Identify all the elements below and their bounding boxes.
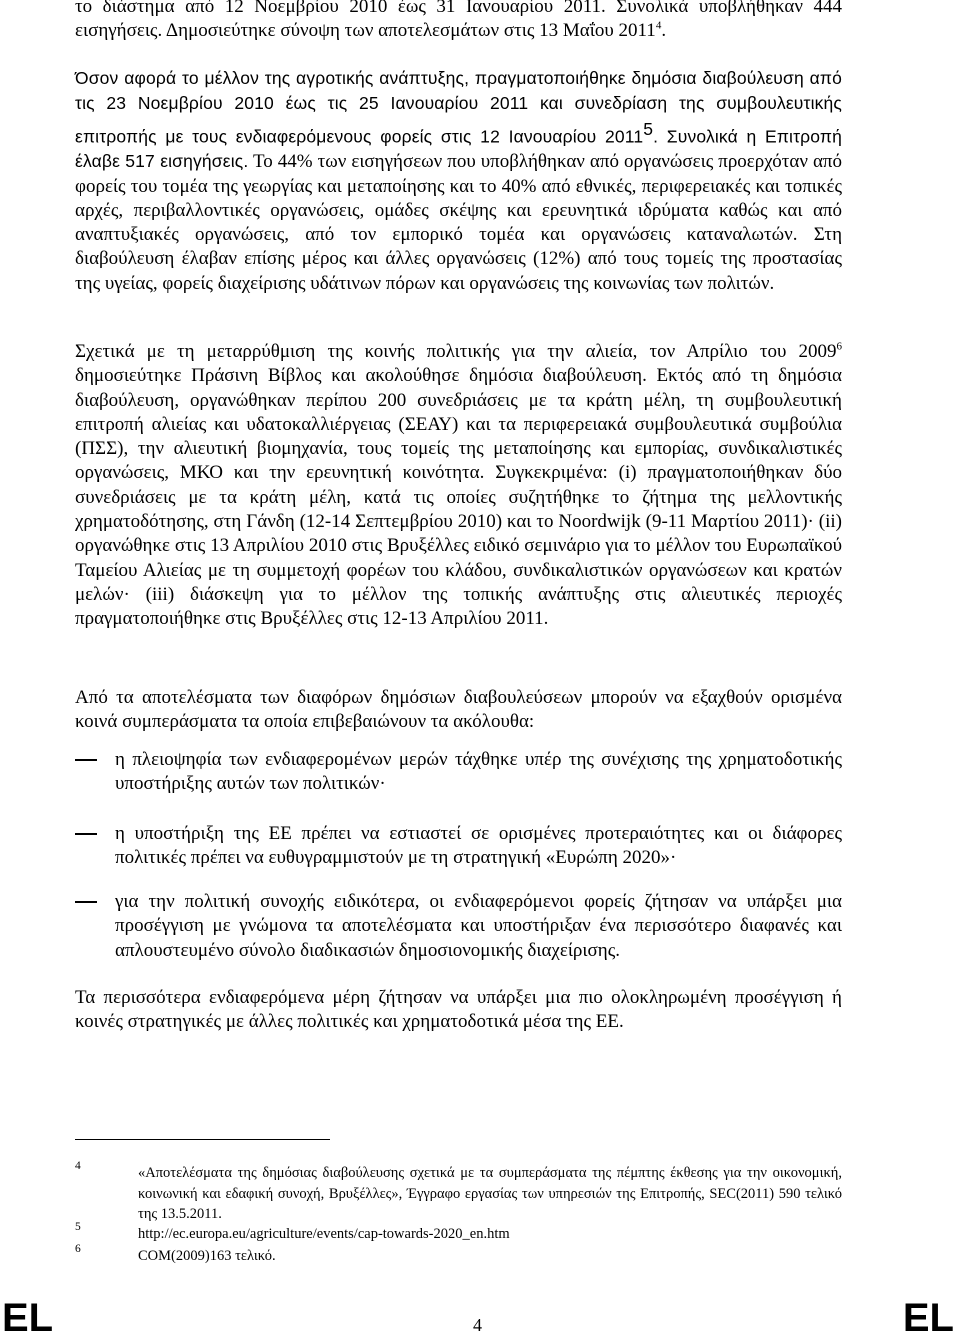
paragraph-consultation-cohesion: [75, 0, 842, 44]
footnote-separator: [75, 1139, 330, 1140]
footnote-number: 6: [75, 1243, 81, 1255]
bullet-text: η πλειοψηφία των ενδιαφερομένων μερών τάχθηκε υπέρ της συνέχισης της χρηματοδοτικής υποστήριξης αυτών των πολιτικών·: [115, 749, 842, 795]
footnote-number: 5: [75, 1221, 81, 1233]
dash-bullet-icon: [75, 759, 97, 761]
footnote-ref-4[interactable]: 4: [655, 19, 662, 32]
paragraph-rural-development: [75, 66, 842, 296]
paragraph-integrated-approach: Τα περισσότερα ενδιαφερόμενα μέρη ζήτησαν να υπάρξει μια πιο ολοκληρωμένη προσέγγιση ή κοινές στρατηγικές με άλλες πολιτικές και χρηματοδοτικά μέσα της ΕΕ.: [75, 987, 842, 1033]
footnote-ref-5[interactable]: 5: [643, 118, 654, 139]
language-code-left: EL: [2, 1296, 54, 1340]
paragraph-text-2: δημοσιεύτηκε Πράσινη Βίβλος και ακολούθησε δημόσια διαβούλευση. Εκτός από τη δημόσια διαβούλευση, οργανώθηκαν περίπου 200 συνεδριάσεις με τα κράτη μέλη, τη συμβουλευτική επιτροπή αλιείας και υδατοκαλλιέργειας (ΣΕΑΥ) και τα περιφερειακά συμβουλευτικά συμβούλια (ΠΣΣ), την αλιευτική βιομηχανία, τους τομείς της μεταποίησης και εμπορίας, συνδικαλιστικές οργανώσεις, ΜΚΟ και την ερευνητική κοινότητα. Συγκεκριμένα: (i) πραγματοποιήθηκαν δύο συνεδριάσεις με τα κράτη μέλη, κατά τις οποίες συζητήθηκε το ζήτημα της μελλοντικής χρηματοδότησης, στη Γάνδη (12-14 Σεπτεμβρίου 2010) και το Noordwijk (9-11 Μαρτίου 2011)· (ii) οργανώθηκε στις 13 Απριλίου 2010 στις Βρυξέλλες ειδικό σεμινάριο για το μέλλον του Ευρωπαϊκού Ταμείου Αλιείας με τη συμμετοχή φορέων του κλάδου, συνδικαλιστικών οργανώσεων και κρατών μελών· (iii) διάσκεψη για το μέλλον της τοπικής ανάπτυξης στις αλιευτικές περιοχές πραγματοποιήθηκε στις Βρυξέλλες στις 12-13 Απριλίου 2011.: [75, 365, 842, 630]
language-code-right: EL: [902, 1296, 954, 1340]
paragraph-text-sans: Όσον αφορά το μέλλον της αγροτικής ανάπτυξης, πραγματοποιήθηκε δημόσια διαβούλευση από τις 23 Νοεμβρίου 2010 έως τις 25 Ιανουαρίου 2011 και συνεδρίαση της συμβουλευτικής επιτροπής με τους ενδιαφερόμενους φορείς στις 12 Ιανουαρίου 2011: [75, 68, 842, 146]
paragraph-tail: .: [661, 20, 667, 42]
footnote-number: 4: [75, 1160, 81, 1172]
paragraph-text-sans-2: . Συνολικά η Επιτροπή έλαβε 517 εισηγήσεις.: [75, 125, 842, 172]
dash-bullet-icon: [75, 833, 97, 835]
bullet-text: η υποστήριξη της ΕΕ πρέπει να εστιαστεί σε ορισμένες προτεραιότητες και οι διάφορες πολιτικές πρέπει να ευθυγραμμιστούν με τη στρατηγική «Ευρώπη 2020»·: [115, 823, 842, 869]
paragraph-text-serif: Το 44% των εισηγήσεων που υποβλήθηκαν από οργανώσεις προερχόταν από φορείς του τομέα της γεωργίας και μεταποίησης και το 40% από εθνικές, περιφερειακές και τοπικές αρχές, περιβαλλοντικές οργανώσεις, ομάδες σκέψης και ερευνητικά ιδρύματα καθώς και από αναπτυξιακές οργανώσεις, από τον εμπορικό τομέα και οργανώσεις καταναλωτών. Στη διαβούλευση έλαβαν επίσης μέρος και άλλες οργανώσεις (12%) από τους τομείς της προστασίας της υγείας, φορείς διαχείρισης υδάτινων πόρων και οργανώσεις της κοινωνίας των πολιτών.: [75, 151, 842, 294]
paragraph-fisheries-reform: [75, 340, 842, 632]
paragraph-text: Σχετικά με τη μεταρρύθμιση της κοινής πολιτικής για την αλιεία, τον Απρίλιο του 2009: [75, 341, 837, 362]
dash-bullet-icon: [75, 901, 97, 903]
paragraph-text: το διάστημα από 12 Νοεμβρίου 2010 έως 31 Ιανουαρίου 2011. Συνολικά υποβλήθηκαν 444 εισηγήσεις. Δημοσιεύτηκε σύνοψη των αποτελεσμάτων στις 13 Μαΐου 2011: [75, 0, 842, 42]
page-number: 4: [473, 1315, 482, 1335]
footnote-ref-6[interactable]: 6: [836, 340, 842, 353]
footnote-text: «Αποτελέσματα της δημόσιας διαβούλευσης σχετικά με τα συμπεράσματα της πέμπτης έκθεσης για την οικονομική, κοινωνική και εδαφική συνοχή, Βρυξέλλες», Έγγραφο εργασίας των υπηρεσιών της Επιτροπής, SEC(2011) 590 τελικό της 13.5.2011.: [138, 1165, 842, 1222]
footnote-text: COM(2009)163 τελικό.: [138, 1248, 276, 1264]
paragraph-conclusions-intro: Από τα αποτελέσματα των διαφόρων δημόσιων διαβουλεύσεων μπορούν να εξαχθούν ορισμένα κοινά συμπεράσματα τα οποία επιβεβαιώνουν τα ακόλουθα:: [75, 687, 842, 733]
footnote-link[interactable]: http://ec.europa.eu/agriculture/events/cap-towards-2020_en.htm: [138, 1226, 510, 1242]
bullet-text: για την πολιτική συνοχής ειδικότερα, οι ενδιαφερόμενοι φορείς ζήτησαν να υπάρξει μια προσέγγιση με γνώμονα τα αποτελέσματα και υποστήριξαν ένα περισσότερο διαφανές και απλουστευμένο σύνολο διαδικασιών δημοσιονομικής διαχείρισης.: [115, 891, 842, 961]
